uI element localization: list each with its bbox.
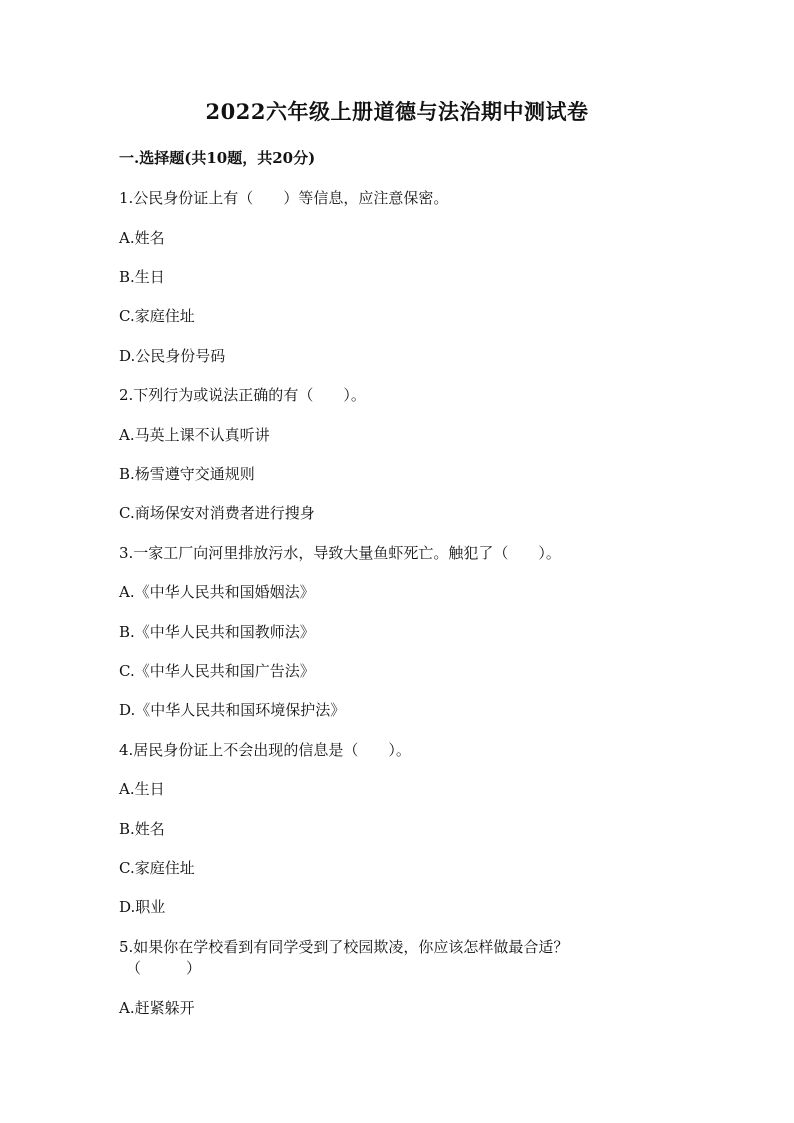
question-4-option-d: D.职业	[119, 898, 166, 916]
question-3-option-a: A.《中华人民共和国婚姻法》	[119, 583, 315, 601]
question-1-option-b: B.生日	[119, 268, 165, 286]
question-3-option-d: D.《中华人民共和国环境保护法》	[119, 701, 346, 719]
question-4-option-b: B.姓名	[119, 820, 165, 838]
question-2-option-c: C.商场保安对消费者进行搜身	[119, 504, 315, 522]
question-4-stem: 4.居民身份证上不会出现的信息是（ ）。	[119, 741, 411, 759]
question-5-stem: 5.如果你在学校看到有同学受到了校园欺凌，你应该怎样做最合适？	[119, 938, 569, 956]
section-heading: 一.选择题(共10题，共20分)	[119, 149, 316, 167]
question-3-option-b: B.《中华人民共和国教师法》	[119, 623, 315, 641]
question-1-option-c: C.家庭住址	[119, 307, 195, 325]
question-3-option-c: C.《中华人民共和国广告法》	[119, 662, 315, 680]
question-2-option-b: B.杨雪遵守交通规则	[119, 465, 255, 483]
question-3-stem: 3.一家工厂向河里排放污水，导致大量鱼虾死亡。触犯了（ ）。	[119, 544, 561, 562]
question-5-option-a: A.赶紧躲开	[119, 999, 195, 1017]
question-1-stem: 1.公民身份证上有（ ）等信息，应注意保密。	[119, 189, 449, 207]
question-4-option-a: A.生日	[119, 780, 165, 798]
question-4-option-c: C.家庭住址	[119, 859, 195, 877]
question-1-option-a: A.姓名	[119, 229, 165, 247]
question-5-stem-continuation: （ ）	[126, 959, 202, 977]
question-1-option-d: D.公民身份号码	[119, 347, 226, 365]
question-2-stem: 2.下列行为或说法正确的有（ ）。	[119, 386, 366, 404]
question-2-option-a: A.马英上课不认真听讲	[119, 426, 270, 444]
exam-title: 2022六年级上册道德与法治期中测试卷	[205, 99, 589, 124]
